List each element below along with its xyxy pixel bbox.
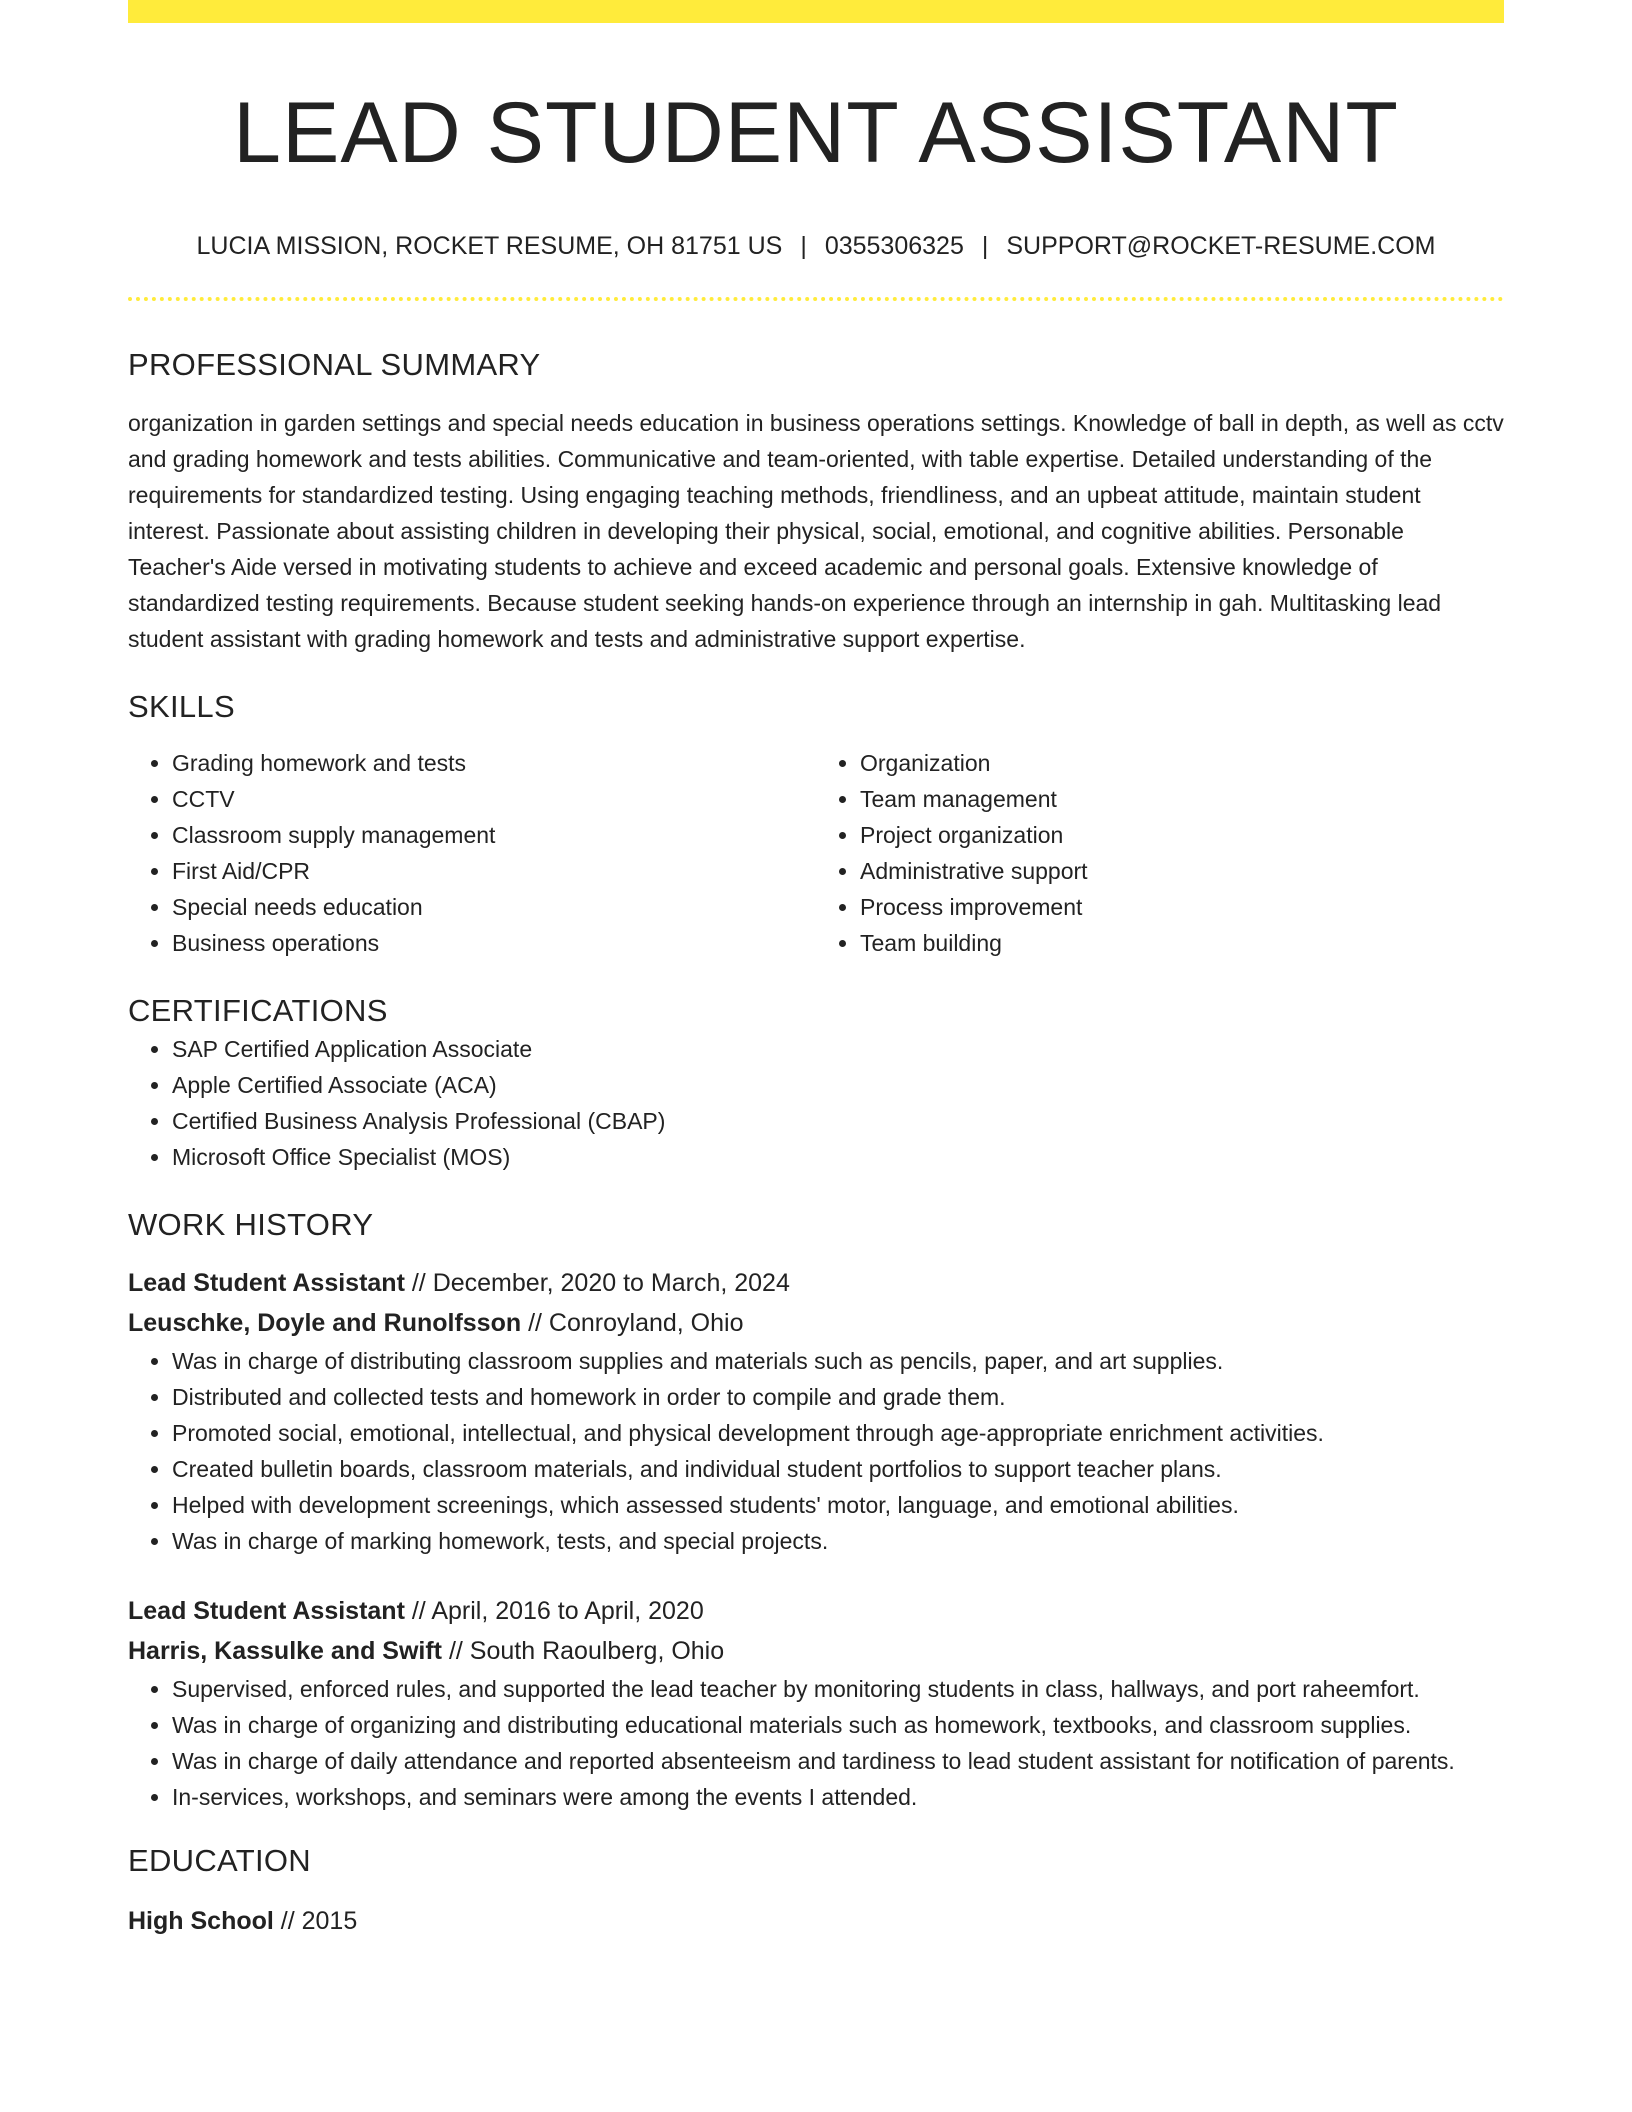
- job-bullets: [128, 1343, 1504, 1559]
- summary-text: organization in garden settings and special needs education in business operations settings. Knowledge of ball in depth, as well as cctv and grading homework and tests abilities. Communicative and team-oriented, with table expertise. Detailed understanding of the requirements for standardized testing. Using engaging teaching methods, friendliness, and an upbeat attitude, maintain student interest. Passionate about assisting children in developing their physical, social, emotional, and cognitive abilities. Personable Teacher's Aide versed in motivating students to achieve and exceed academic and personal goals. Extensive knowledge of standardized testing requirements. Because student seeking hands-on experience through an internship in gah. Multitasking lead student assistant with grading homework and tests and administrative support expertise.: [128, 410, 1504, 652]
- skill-item: • Organization: [860, 745, 1504, 781]
- skill-item: • Team building: [860, 925, 1504, 961]
- job-location: // South Raoulberg, Ohio: [448, 1637, 725, 1665]
- skill-item: • Special needs education: [172, 889, 816, 925]
- job-bullets: [128, 1671, 1504, 1815]
- job-bullet: • Distributed and collected tests and homework in order to compile and grade them.: [172, 1379, 1504, 1415]
- job-location: // Conroyland, Ohio: [528, 1309, 744, 1337]
- job-bullet: • Was in charge of daily attendance and reported absenteeism and tardiness to lead student assistant for notification of parents.: [172, 1743, 1504, 1779]
- skill-item: • Business operations: [172, 925, 816, 961]
- job-company-line: [128, 1631, 1504, 1671]
- skills-list-right: [816, 745, 1504, 961]
- job-bullet: • Promoted social, emotional, intellectual, and physical development through age-appropriate enrichment activities.: [172, 1415, 1504, 1451]
- education-heading: EDUCATION: [128, 1843, 311, 1878]
- job-bullet: • Was in charge of distributing classroom supplies and materials such as pencils, paper, and art supplies.: [172, 1343, 1504, 1379]
- certification-item: • Certified Business Analysis Professional (CBAP): [172, 1103, 1504, 1139]
- skills-heading: SKILLS: [128, 689, 235, 724]
- certifications-heading: CERTIFICATIONS: [128, 993, 388, 1028]
- job-role: Lead Student Assistant: [128, 1597, 405, 1625]
- job-company: Harris, Kassulke and Swift: [128, 1637, 443, 1665]
- contact-address: LUCIA MISSION, ROCKET RESUME, OH 81751 US: [196, 232, 783, 260]
- skill-item: • Classroom supply management: [172, 817, 816, 853]
- certification-item: • Microsoft Office Specialist (MOS): [172, 1139, 1504, 1175]
- contact-separator: |: [800, 232, 807, 260]
- job-role: Lead Student Assistant: [128, 1269, 405, 1297]
- contact-line: [128, 229, 1504, 263]
- contact-email: SUPPORT@ROCKET-RESUME.COM: [1006, 232, 1436, 260]
- skill-item: • CCTV: [172, 781, 816, 817]
- skill-item: • Team management: [860, 781, 1504, 817]
- education-degree: High School: [128, 1907, 274, 1935]
- job-bullet: • Was in charge of marking homework, tests, and special projects.: [172, 1523, 1504, 1559]
- education-line: [128, 1901, 1504, 1941]
- certification-item: • SAP Certified Application Associate: [172, 1031, 1504, 1067]
- skill-item: • Process improvement: [860, 889, 1504, 925]
- job-bullet: • Was in charge of organizing and distributing educational materials such as homework, textbooks, and classroom supplies.: [172, 1707, 1504, 1743]
- resume-page: [128, 0, 1504, 1941]
- skill-item: • Administrative support: [860, 853, 1504, 889]
- job-dates: // April, 2016 to April, 2020: [411, 1597, 704, 1625]
- certifications-list: [128, 1031, 1504, 1175]
- dotted-divider: [128, 297, 1504, 301]
- summary-heading: PROFESSIONAL SUMMARY: [128, 347, 541, 382]
- job-title-line: [128, 1591, 1504, 1631]
- contact-phone: 0355306325: [824, 232, 964, 260]
- skill-item: • Project organization: [860, 817, 1504, 853]
- skill-item: • Grading homework and tests: [172, 745, 816, 781]
- work-history-heading: WORK HISTORY: [128, 1207, 374, 1242]
- job-company-line: [128, 1303, 1504, 1343]
- job-bullet: • In-services, workshops, and seminars were among the events I attended.: [172, 1779, 1504, 1815]
- skill-item: • First Aid/CPR: [172, 853, 816, 889]
- job-bullet: • Created bulletin boards, classroom materials, and individual student portfolios to support teacher plans.: [172, 1451, 1504, 1487]
- certification-item: • Apple Certified Associate (ACA): [172, 1067, 1504, 1103]
- job-company: Leuschke, Doyle and Runolfsson: [128, 1309, 522, 1337]
- education-year: // 2015: [280, 1907, 358, 1935]
- skills-list-left: [128, 745, 816, 961]
- top-accent-bar: [128, 0, 1504, 23]
- job-bullet: • Supervised, enforced rules, and supported the lead teacher by monitoring students in class, hallways, and port raheemfort.: [172, 1671, 1504, 1707]
- job-bullet: • Helped with development screenings, which assessed students' motor, language, and emotional abilities.: [172, 1487, 1504, 1523]
- job-title-line: [128, 1263, 1504, 1303]
- contact-separator: |: [981, 232, 989, 260]
- skills-grid: [128, 745, 1504, 961]
- job-dates: // December, 2020 to March, 2024: [411, 1269, 790, 1297]
- resume-name: LEAD STUDENT ASSISTANT: [233, 85, 1399, 181]
